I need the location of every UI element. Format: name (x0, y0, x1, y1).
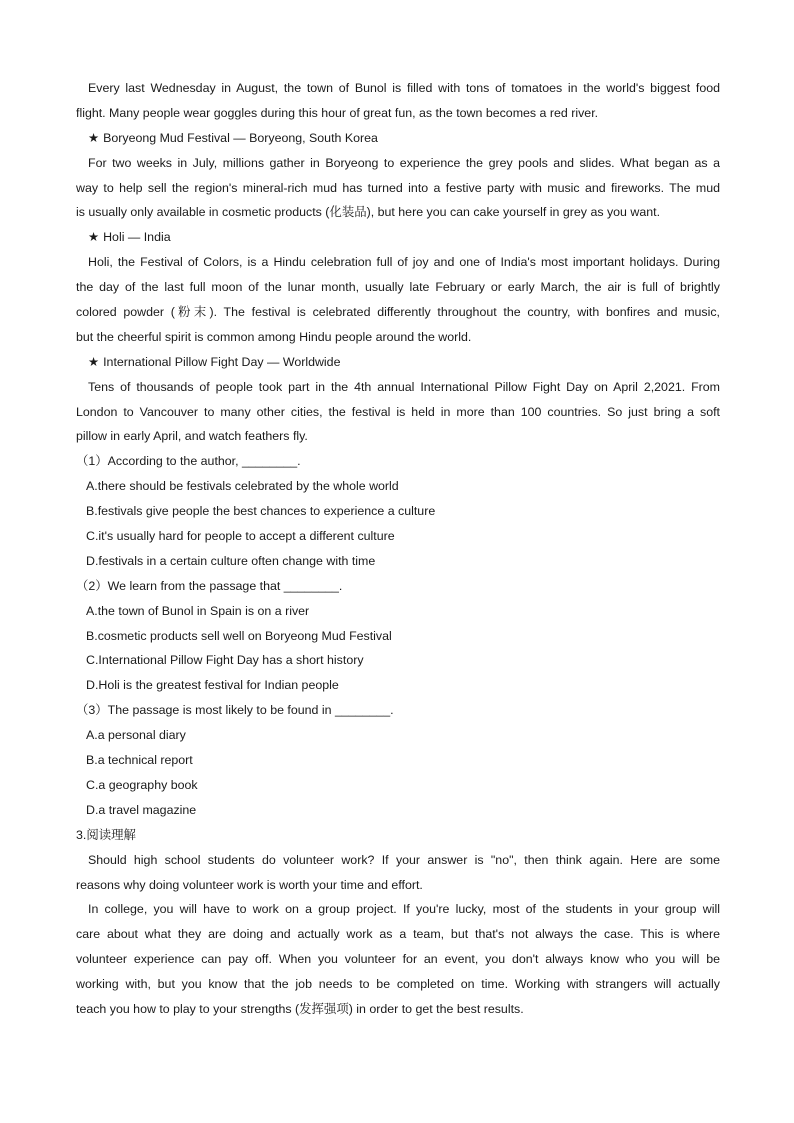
paragraph-holi (76, 250, 720, 350)
text-line: colored powder (粉末). The festival is celebrated differently throughout the country, with bonfires and music, (76, 305, 720, 320)
heading-text: Holi — India (103, 230, 171, 245)
heading-text: Boryeong Mud Festival — Boryeong, South Korea (103, 130, 378, 145)
text-line: For two weeks in July, millions gather in Boryeong to experience the grey pools and slides. What began as a (88, 155, 720, 170)
text-line: is usually only available in cosmetic products (化装品), but here you can cake yourself in grey as you want. (76, 205, 661, 220)
text-line: care about what they are doing and actually work as a team, but that's not always the case. This is where (76, 927, 720, 942)
text-line: teach you how to play to your strengths (发挥强项) in order to get the best results. (76, 1001, 524, 1016)
text-line: London to Vancouver to many other cities, the festival is held in more than 100 countries. So just bring a soft (76, 404, 720, 419)
star-icon: ★ (88, 230, 100, 245)
text-line: Tens of thousands of people took part in the 4th annual International Pillow Fight Day on April 2,2021. From (88, 379, 720, 394)
section-title: 3.阅读理解 (76, 827, 136, 842)
text-line: working with, but you know that the job needs to be completed on time. Working with strangers will actually (76, 977, 720, 992)
answer-option: C.International Pillow Fight Day has a short history (86, 653, 364, 668)
answer-option: D.Holi is the greatest festival for Indian people (86, 678, 339, 693)
star-icon: ★ (88, 354, 100, 369)
answer-option: A.the town of Bunol in Spain is on a river (86, 603, 310, 618)
festival-heading-pillow (76, 350, 720, 375)
answer-option: A.there should be festivals celebrated by the whole world (86, 479, 399, 494)
question-stem: （1）According to the author, ________. (76, 454, 301, 469)
answer-option: A.a personal diary (86, 728, 186, 743)
text-line: Holi, the Festival of Colors, is a Hindu celebration full of joy and one of India's most important holidays. During (88, 255, 720, 270)
paragraph-volunteer-intro (76, 848, 720, 898)
question-2 (76, 574, 720, 698)
text-line: Every last Wednesday in August, the town of Bunol is filled with tons of tomatoes in the world's biggest food (88, 81, 720, 95)
festival-heading-boryeong (76, 126, 720, 151)
text-line: but the cheerful spirit is common among Hindu people around the world. (76, 329, 472, 344)
text-line: the day of the last full moon of the lunar month, usually late February or early March, the air is full of brightly (76, 280, 720, 295)
answer-option: B.festivals give people the best chances to experience a culture (86, 504, 436, 519)
answer-option: D.a travel magazine (86, 802, 197, 817)
question-stem: （3）The passage is most likely to be found in ________. (76, 703, 394, 718)
text-line: reasons why doing volunteer work is worth your time and effort. (76, 877, 423, 892)
festival-heading-holi (76, 225, 720, 250)
paragraph-volunteer-college (76, 897, 720, 1021)
heading-text: International Pillow Fight Day — Worldwide (103, 354, 341, 369)
answer-option: D.festivals in a certain culture often change with time (86, 553, 376, 568)
paragraph-tomatina (76, 76, 720, 126)
paragraph-boryeong (76, 151, 720, 226)
answer-option: B.a technical report (86, 753, 193, 768)
paragraph-pillow (76, 375, 720, 450)
star-icon: ★ (88, 130, 100, 145)
text-line: Should high school students do volunteer work? If your answer is "no", then think again. Here are some (88, 852, 720, 867)
answer-option: B.cosmetic products sell well on Boryeong Mud Festival (86, 628, 392, 643)
question-3 (76, 698, 720, 822)
text-line: volunteer experience can pay off. When you volunteer for an event, you don't always know who you will be (76, 952, 720, 967)
answer-option: C.it's usually hard for people to accept a different culture (86, 529, 395, 544)
answer-option: C.a geography book (86, 777, 198, 792)
text-line: In college, you will have to work on a group project. If you're lucky, most of the students in your group will (88, 902, 720, 917)
document-page (76, 76, 720, 1022)
text-line: flight. Many people wear goggles during this hour of great fun, as the town becomes a red river. (76, 105, 599, 120)
text-line: way to help sell the region's mineral-rich mud has turned into a festive party with music and fireworks. The mud (76, 180, 720, 195)
question-1 (76, 449, 720, 573)
question-stem: （2）We learn from the passage that ________. (76, 578, 343, 593)
text-line: pillow in early April, and watch feathers fly. (76, 429, 308, 444)
